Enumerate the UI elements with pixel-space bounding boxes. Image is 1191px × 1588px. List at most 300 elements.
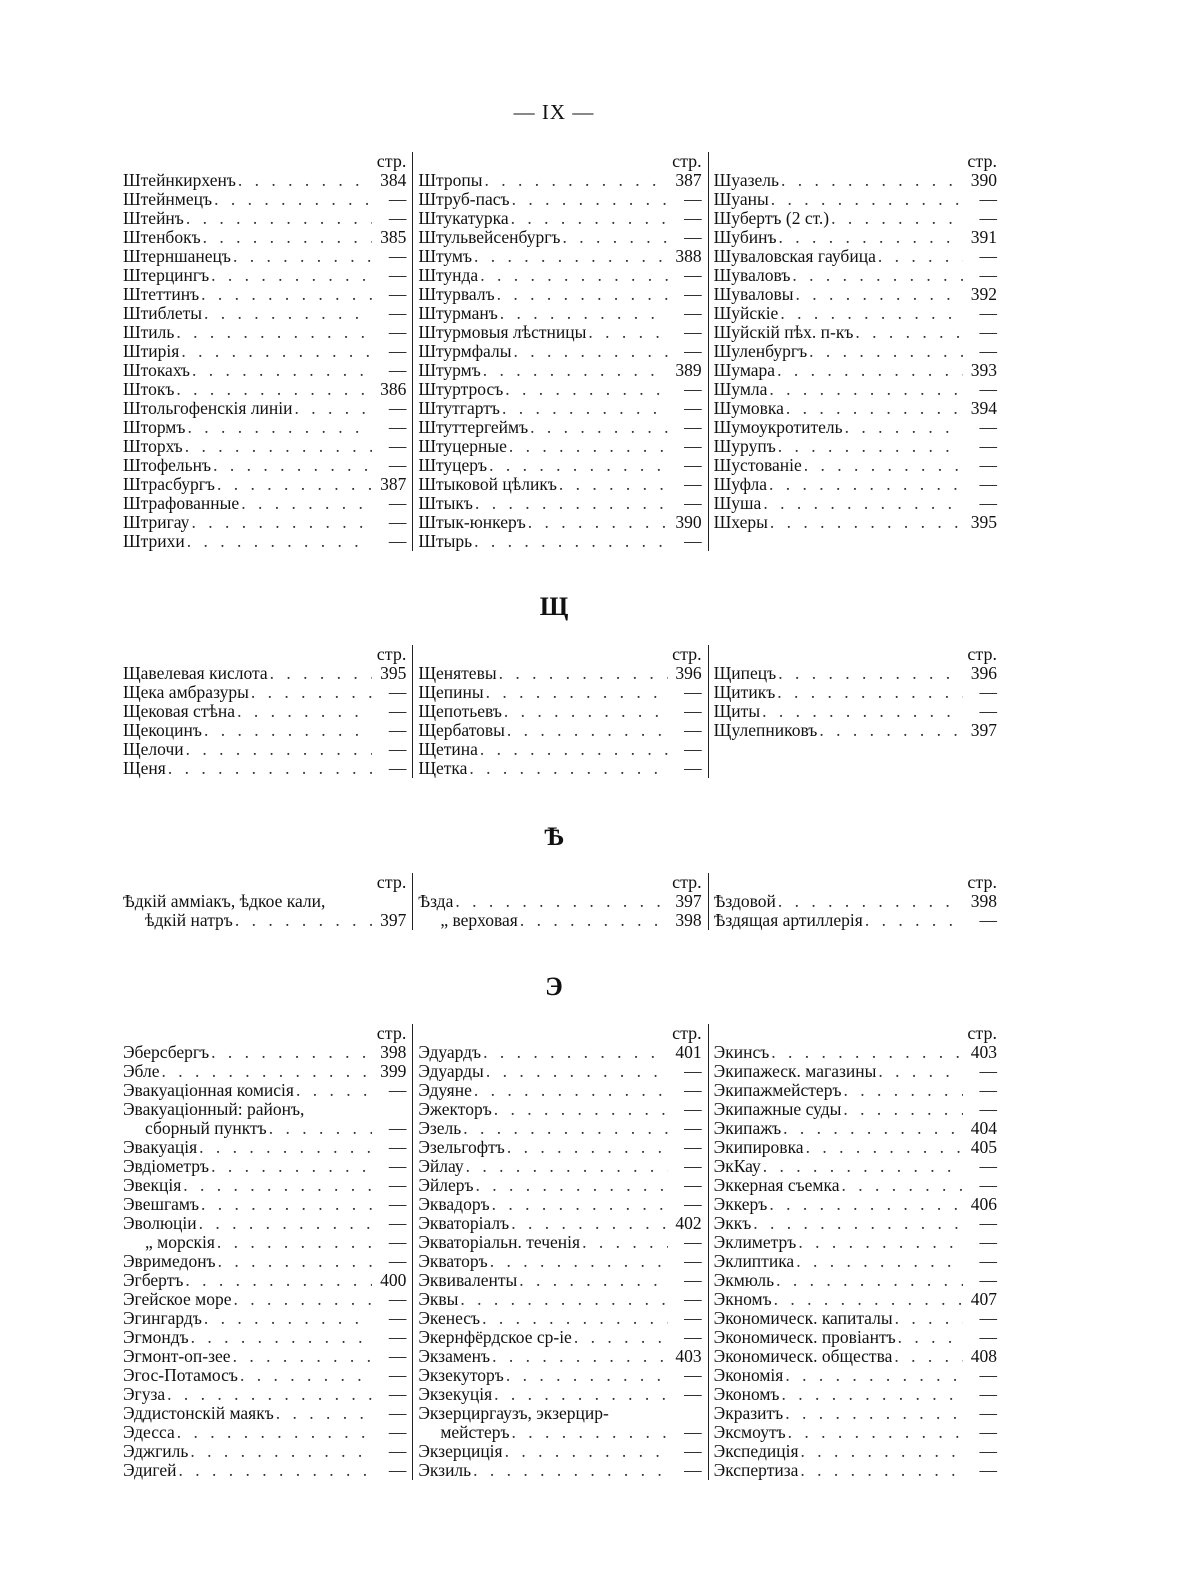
index-entry xyxy=(418,1271,703,1290)
entry-term: Эквы xyxy=(418,1290,459,1309)
index-column xyxy=(708,1024,1003,1480)
entry-term: Штукатурка xyxy=(418,209,509,228)
entry-page: — xyxy=(684,494,702,513)
entry-page: — xyxy=(979,494,997,513)
dot-leader xyxy=(751,1214,963,1233)
dot-leader xyxy=(817,721,963,740)
index-entry xyxy=(123,1347,408,1366)
entry-page: — xyxy=(388,721,407,740)
entry-term: Шуфла xyxy=(713,475,768,494)
dot-leader xyxy=(471,1461,668,1480)
entry-page: — xyxy=(684,285,702,304)
index-entry xyxy=(714,475,999,494)
dot-leader xyxy=(507,437,668,456)
entry-page: — xyxy=(684,683,702,702)
entry-term: Ѣдкій амміакъ, ѣдкое кали, xyxy=(123,892,326,911)
entry-term: Эвакуаціонная комисія xyxy=(123,1081,294,1100)
dot-leader xyxy=(776,437,963,456)
index-entry xyxy=(714,1366,999,1385)
entry-term: Эзель xyxy=(418,1119,462,1138)
dot-leader xyxy=(495,285,668,304)
dot-leader xyxy=(183,437,373,456)
entry-term: Эккъ xyxy=(713,1214,752,1233)
dot-leader xyxy=(216,1252,373,1271)
dot-leader xyxy=(201,228,373,247)
entry-term: Шуазель xyxy=(713,171,779,190)
entry-page: — xyxy=(684,266,702,285)
dot-leader xyxy=(510,1423,668,1442)
index-entry xyxy=(714,1290,999,1309)
entry-page: — xyxy=(684,721,702,740)
entry-page: — xyxy=(979,1271,997,1290)
index-entry xyxy=(123,380,408,399)
entry-term: Эккерная съемка xyxy=(713,1176,840,1195)
index-entry xyxy=(714,1252,999,1271)
entry-term: Ѣздовой xyxy=(713,892,776,911)
entry-term: Экономія xyxy=(713,1366,784,1385)
dot-leader xyxy=(473,494,668,513)
dot-leader xyxy=(197,1214,373,1233)
entry-term: Эджгиль xyxy=(123,1442,189,1461)
index-column xyxy=(412,873,707,930)
entry-term: Шубертъ (2 ст.) xyxy=(713,209,830,228)
index-entry xyxy=(123,1176,408,1195)
entry-term: Штерншанецъ xyxy=(123,247,231,266)
dot-leader xyxy=(482,171,667,190)
entry-page: 385 xyxy=(380,228,407,247)
entry-term: Шуша xyxy=(713,494,762,513)
dot-leader xyxy=(492,1100,668,1119)
entry-term: Эволюціи xyxy=(123,1214,197,1233)
entry-page: — xyxy=(684,380,702,399)
dot-leader xyxy=(458,1290,667,1309)
entry-page: — xyxy=(979,266,997,285)
index-entry xyxy=(714,1081,999,1100)
index-entry xyxy=(418,664,703,683)
index-entry xyxy=(123,1138,408,1157)
entry-page: — xyxy=(388,304,407,323)
dot-leader xyxy=(274,1404,373,1423)
entry-page: 407 xyxy=(970,1290,997,1309)
entry-page: — xyxy=(388,361,407,380)
dot-leader xyxy=(767,380,963,399)
entry-page: — xyxy=(388,1233,407,1252)
page-column-header: стр. xyxy=(967,872,997,892)
index-columns xyxy=(123,645,1003,778)
dot-leader xyxy=(510,190,668,209)
index-entry xyxy=(714,437,999,456)
entry-page: — xyxy=(979,1176,997,1195)
entry-term: Штурвалъ xyxy=(418,285,495,304)
index-entry xyxy=(418,494,703,513)
index-entry xyxy=(714,1423,999,1442)
entry-term: Щитикъ xyxy=(713,683,776,702)
entry-term: Эдуяне xyxy=(418,1081,472,1100)
index-column xyxy=(412,1024,707,1480)
dot-leader xyxy=(197,1138,372,1157)
entry-term: Шумоукротитель xyxy=(713,418,843,437)
dot-leader xyxy=(249,683,372,702)
dot-leader xyxy=(183,1271,372,1290)
dot-leader xyxy=(490,1195,668,1214)
entry-term: Ѣздящая артиллерія xyxy=(713,911,863,930)
entry-term: Эзельгофтъ xyxy=(418,1138,505,1157)
index-entry xyxy=(123,304,408,323)
entry-term: Штурмовыя лѣстницы xyxy=(418,323,587,342)
entry-page: — xyxy=(684,1252,702,1271)
entry-page: — xyxy=(979,437,997,456)
entry-page: 399 xyxy=(380,1062,407,1081)
entry-page: — xyxy=(388,418,407,437)
entry-page: — xyxy=(388,1195,407,1214)
dot-leader xyxy=(767,1195,963,1214)
entry-term: Шуваловъ xyxy=(713,266,791,285)
index-entry xyxy=(714,209,999,228)
entry-term: Шуваловы xyxy=(713,285,794,304)
entry-term: Эвримедонъ xyxy=(123,1252,216,1271)
entry-term: Штенбокъ xyxy=(123,228,201,247)
index-entry xyxy=(123,683,408,702)
entry-page: — xyxy=(684,759,702,778)
dot-leader xyxy=(294,1081,372,1100)
entry-term: Штульвейсенбургъ xyxy=(418,228,561,247)
index-entry xyxy=(714,702,999,721)
entry-page: — xyxy=(388,532,407,551)
entry-page: — xyxy=(684,190,702,209)
entry-page: — xyxy=(388,266,407,285)
dot-leader xyxy=(794,285,963,304)
entry-term: Эклиптика xyxy=(713,1252,795,1271)
entry-term: Штык-юнкеръ xyxy=(418,513,526,532)
entry-term: Экспертиза xyxy=(713,1461,799,1480)
entry-page: — xyxy=(684,1062,702,1081)
entry-term: Эксмоутъ xyxy=(713,1423,786,1442)
index-entry xyxy=(418,1328,703,1347)
entry-term: Эклиметръ xyxy=(713,1233,797,1252)
entry-term: Эгмондъ xyxy=(123,1328,189,1347)
index-entry xyxy=(123,1195,408,1214)
dot-leader xyxy=(188,1442,372,1461)
index-entry xyxy=(418,1461,703,1480)
index-entry xyxy=(714,285,999,304)
entry-page: 392 xyxy=(970,285,997,304)
entry-term: Шуаны xyxy=(713,190,769,209)
entry-page: — xyxy=(388,209,407,228)
page-column-header: стр. xyxy=(967,644,997,664)
entry-term: Шуйскіе xyxy=(713,304,779,323)
dot-leader xyxy=(503,380,667,399)
index-entry xyxy=(123,1328,408,1347)
dot-leader xyxy=(572,1328,668,1347)
index-entry xyxy=(418,911,703,930)
dot-leader xyxy=(179,342,372,361)
index-entry xyxy=(123,721,408,740)
entry-page: — xyxy=(388,247,407,266)
entry-term: Штурманъ xyxy=(418,304,498,323)
index-section-yat xyxy=(123,873,1003,930)
entry-term: Штуртросъ xyxy=(418,380,504,399)
entry-page: 384 xyxy=(380,171,407,190)
index-entry xyxy=(418,323,703,342)
entry-page: 394 xyxy=(970,399,997,418)
index-entry xyxy=(123,285,408,304)
entry-term: Эгос-Потамосъ xyxy=(123,1366,238,1385)
index-entry xyxy=(418,1157,703,1176)
index-entry xyxy=(714,1100,999,1119)
dot-leader xyxy=(790,266,963,285)
dot-leader xyxy=(505,1138,668,1157)
entry-term: Штерцингъ xyxy=(123,266,210,285)
entry-term: Штруб-пасъ xyxy=(418,190,510,209)
dot-leader xyxy=(779,171,963,190)
index-entry xyxy=(123,1385,408,1404)
entry-term: Штрафованные xyxy=(123,494,240,513)
entry-term: Штрихи xyxy=(123,532,185,551)
entry-term: Эберсбергъ xyxy=(123,1043,210,1062)
index-entry xyxy=(418,1214,703,1233)
entry-page: — xyxy=(979,1252,997,1271)
index-entry xyxy=(714,247,999,266)
index-entry xyxy=(418,399,703,418)
dot-leader xyxy=(794,1252,963,1271)
entry-term: Штрасбургъ xyxy=(123,475,215,494)
entry-term: Штейнкирхенъ xyxy=(123,171,236,190)
index-entry xyxy=(123,532,408,551)
index-entry xyxy=(418,266,703,285)
entry-page: — xyxy=(979,1385,997,1404)
index-entry xyxy=(714,1271,999,1290)
index-entry xyxy=(123,418,408,437)
dot-leader xyxy=(892,1347,963,1366)
entry-term: Щулепниковъ xyxy=(713,721,818,740)
index-entry xyxy=(123,740,408,759)
index-section-shch xyxy=(123,645,1003,778)
page-column-header: стр. xyxy=(376,1023,407,1043)
dot-leader xyxy=(802,456,963,475)
dot-leader xyxy=(842,1081,963,1100)
entry-page: — xyxy=(388,1423,407,1442)
entry-term: Шубинъ xyxy=(713,228,777,247)
dot-leader xyxy=(211,456,372,475)
index-entry xyxy=(123,1157,408,1176)
entry-term: Экмюль xyxy=(713,1271,775,1290)
dot-leader xyxy=(487,456,668,475)
entry-term: Штейнъ xyxy=(123,209,184,228)
entry-page: — xyxy=(684,1309,702,1328)
index-entry xyxy=(418,721,703,740)
index-section-sh xyxy=(123,152,1003,551)
dot-leader xyxy=(478,266,667,285)
dot-leader xyxy=(490,1347,668,1366)
entry-term: Шустованіе xyxy=(713,456,802,475)
index-entry xyxy=(123,266,408,285)
dot-leader xyxy=(769,190,963,209)
entry-page: — xyxy=(684,1195,702,1214)
index-column xyxy=(708,152,1003,551)
entry-page: — xyxy=(684,418,702,437)
entry-page: — xyxy=(684,532,702,551)
entry-page: 387 xyxy=(380,475,407,494)
entry-page: — xyxy=(979,1461,997,1480)
dot-leader xyxy=(528,418,667,437)
dot-leader xyxy=(807,342,963,361)
entry-page: — xyxy=(388,1328,407,1347)
entry-term: мейстеръ xyxy=(440,1423,510,1442)
index-entry xyxy=(418,1290,703,1309)
entry-term: Эвешгамъ xyxy=(123,1195,200,1214)
dot-leader xyxy=(505,721,668,740)
dot-leader xyxy=(202,721,372,740)
index-entry xyxy=(418,532,703,551)
entry-term: Штормъ xyxy=(123,418,186,437)
entry-term: Щекоцинъ xyxy=(123,721,202,740)
index-entry xyxy=(714,342,999,361)
entry-page: 397 xyxy=(675,892,702,911)
entry-term: Шурупъ xyxy=(713,437,776,456)
entry-term: Штурмфалы xyxy=(418,342,512,361)
dot-leader xyxy=(231,1347,373,1366)
entry-term: Эддистонскій маякъ xyxy=(123,1404,274,1423)
dot-leader xyxy=(509,209,668,228)
entry-page: — xyxy=(684,1176,702,1195)
dot-leader xyxy=(502,702,668,721)
index-columns xyxy=(123,1024,1003,1480)
index-entry xyxy=(123,475,408,494)
entry-term: Экзерциргаузъ, экзерцир- xyxy=(418,1404,609,1423)
entry-page: — xyxy=(979,323,997,342)
entry-term: Шхеры xyxy=(713,513,768,532)
entry-term: „ морскія xyxy=(145,1233,215,1252)
entry-page: — xyxy=(684,1157,702,1176)
index-entry xyxy=(418,171,703,190)
entry-page: — xyxy=(388,702,407,721)
page-column-header: стр. xyxy=(376,872,407,892)
entry-term: Щетка xyxy=(418,759,468,778)
section-letter-shch: Щ xyxy=(539,592,569,621)
section-letter-e: Э xyxy=(545,972,563,1001)
index-entry xyxy=(123,1309,408,1328)
dot-leader xyxy=(783,1366,963,1385)
entry-page: 406 xyxy=(970,1195,997,1214)
index-entry xyxy=(123,892,408,911)
entry-page: — xyxy=(388,513,407,532)
page-column-header: стр. xyxy=(672,644,702,664)
entry-term: Экипажеск. магазины xyxy=(713,1062,877,1081)
entry-term: Штурмъ xyxy=(418,361,481,380)
index-entry xyxy=(714,1385,999,1404)
entry-page: — xyxy=(684,1119,702,1138)
index-entry xyxy=(714,494,999,513)
dot-leader xyxy=(775,361,963,380)
dot-leader xyxy=(185,532,373,551)
index-entry xyxy=(418,740,703,759)
entry-term: Штольгофенскія линіи xyxy=(123,399,293,418)
entry-page: — xyxy=(388,683,407,702)
entry-page: — xyxy=(388,1404,407,1423)
entry-page: 396 xyxy=(675,664,702,683)
dot-leader xyxy=(497,664,668,683)
dot-leader xyxy=(474,1176,668,1195)
index-entry xyxy=(123,1366,408,1385)
index-entry xyxy=(418,418,703,437)
index-entry xyxy=(714,190,999,209)
dot-leader xyxy=(199,285,372,304)
entry-page: — xyxy=(684,304,702,323)
index-entry xyxy=(418,759,703,778)
entry-term: Эжекторъ xyxy=(418,1100,492,1119)
index-entry xyxy=(123,759,408,778)
index-entry xyxy=(123,1252,408,1271)
dot-leader xyxy=(863,911,963,930)
index-entry xyxy=(418,702,703,721)
entry-page: 398 xyxy=(970,892,997,911)
entry-page: — xyxy=(684,1328,702,1347)
dot-leader xyxy=(174,323,372,342)
dot-leader xyxy=(761,1157,963,1176)
entry-term: Шумла xyxy=(713,380,768,399)
dot-leader xyxy=(233,911,372,930)
entry-page: — xyxy=(388,1081,407,1100)
entry-term: Эгбертъ xyxy=(123,1271,184,1290)
dot-leader xyxy=(580,1233,668,1252)
dot-leader xyxy=(199,1195,372,1214)
entry-term: Экразитъ xyxy=(713,1404,784,1423)
entry-term: Штокъ xyxy=(123,380,175,399)
entry-page: — xyxy=(684,1271,702,1290)
entry-page: 396 xyxy=(970,664,997,683)
dot-leader xyxy=(586,323,667,342)
entry-term: Щербатовы xyxy=(418,721,505,740)
index-entry xyxy=(418,285,703,304)
dot-leader xyxy=(776,892,963,911)
dot-leader xyxy=(293,399,373,418)
index-entry xyxy=(418,892,703,911)
dot-leader xyxy=(760,702,963,721)
dot-leader xyxy=(484,683,668,702)
entry-term: Эгмонт-оп-зее xyxy=(123,1347,231,1366)
entry-page: — xyxy=(684,1461,702,1480)
entry-page: — xyxy=(388,1290,407,1309)
entry-page: 390 xyxy=(675,513,702,532)
entry-page: — xyxy=(388,740,407,759)
entry-page: — xyxy=(388,437,407,456)
index-entry xyxy=(714,664,999,683)
dot-leader xyxy=(840,1176,963,1195)
entry-page: — xyxy=(684,228,702,247)
entry-page: — xyxy=(388,323,407,342)
entry-page: 397 xyxy=(970,721,997,740)
entry-term: Штыковой цѣликъ xyxy=(418,475,557,494)
entry-page: — xyxy=(388,1157,407,1176)
entry-term: Щека амбразуры xyxy=(123,683,249,702)
dot-leader xyxy=(560,228,667,247)
entry-page: — xyxy=(388,1366,407,1385)
index-entry xyxy=(714,418,999,437)
index-entry xyxy=(418,1138,703,1157)
index-entry xyxy=(714,1195,999,1214)
dot-leader xyxy=(472,1081,668,1100)
dot-leader xyxy=(798,1461,963,1480)
entry-page: — xyxy=(684,475,702,494)
index-columns xyxy=(123,152,1003,551)
entry-page: 402 xyxy=(675,1214,702,1233)
dot-leader xyxy=(484,1062,668,1081)
index-entry xyxy=(123,911,408,930)
index-entry xyxy=(714,456,999,475)
entry-page: — xyxy=(388,1119,407,1138)
entry-page: — xyxy=(979,1157,997,1176)
dot-leader xyxy=(557,475,668,494)
